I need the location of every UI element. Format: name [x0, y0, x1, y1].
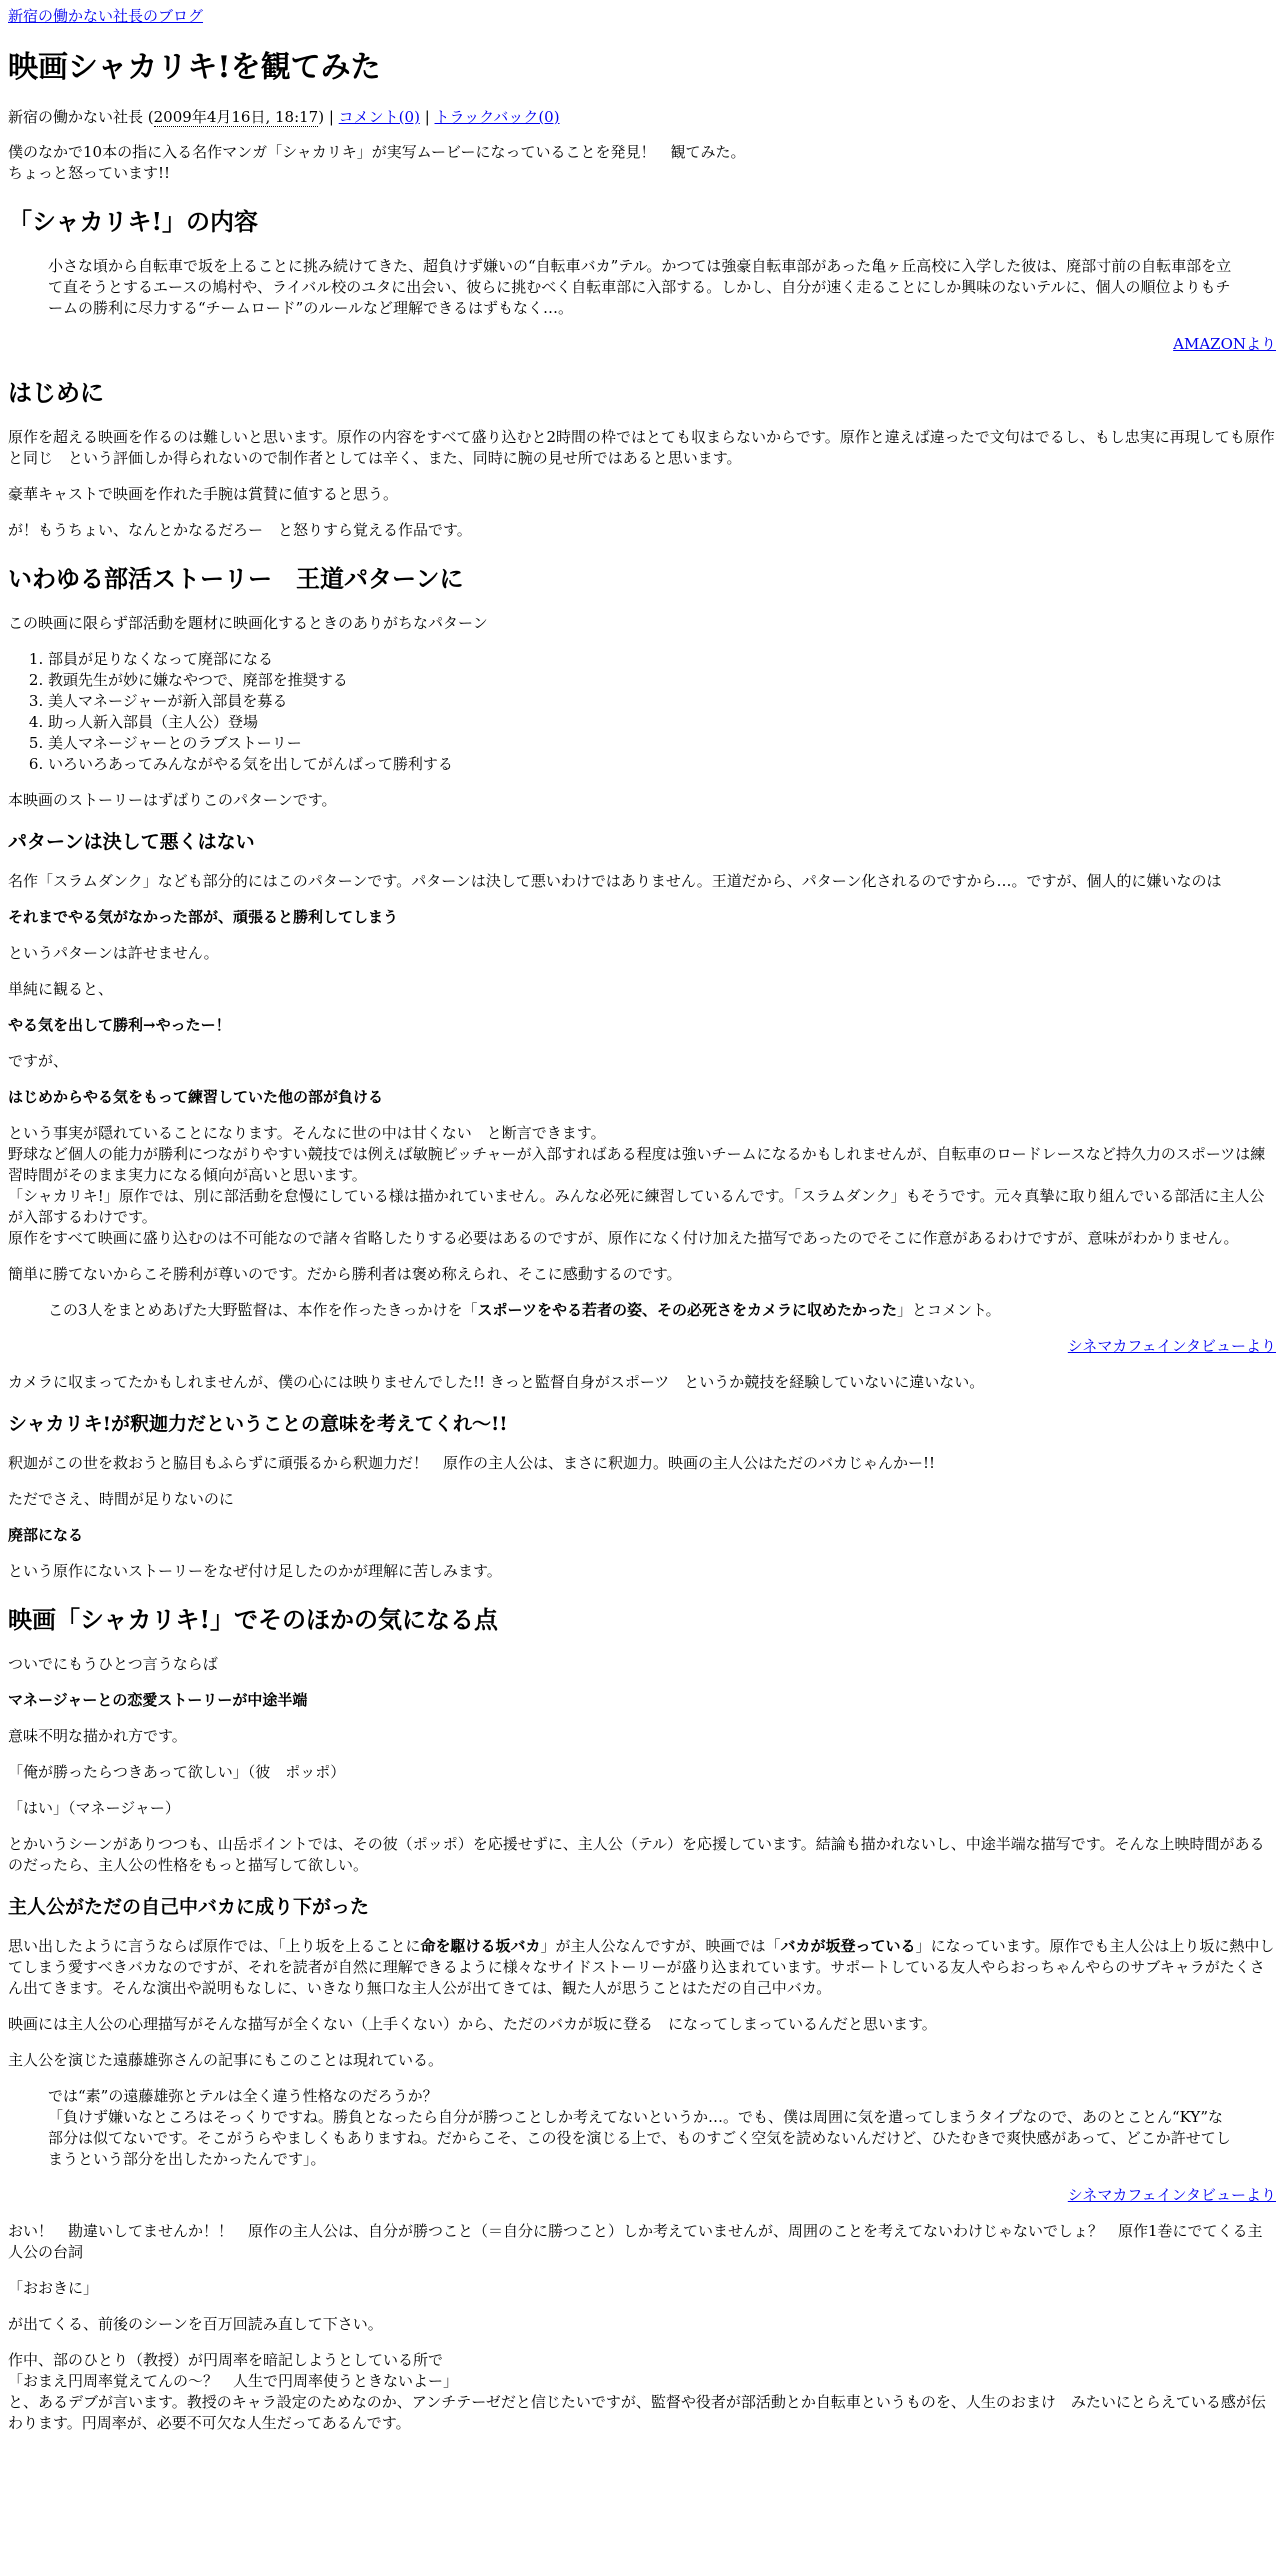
post-author: 新宿の働かない社長 — [8, 108, 144, 126]
subheading-selfish: 主人公がただの自己中バカに成り下がった — [8, 1896, 370, 1918]
paragraph: 原作を超える映画を作るのは難しいと思います。原作の内容をすべて盛り込むと2時間の枠ではとても収まらないからです。原作と違えば違ったで文句はでるし、もし忠実に再現しても原作と同じ という評価しか得られないので制作者としては辛く、また、同時に腕の見せ所ではあると思います。 — [8, 428, 1275, 467]
paragraph-multiline — [8, 2350, 1276, 2434]
paragraph: 名作「スラムダンク」なども部分的にはこのパターンです。パターンは決して悪いわけではありません。王道だから、パターン化されるのですから…。ですが、個人的に嫌いなのは — [8, 872, 1222, 890]
post-meta: 新宿の働かない社長 (2009年4月16日, 18:17) | コメント(0) | トラックバック(0) — [8, 108, 560, 126]
section-heading-intro: はじめに — [8, 378, 104, 407]
paragraph: という原作にないストーリーをなぜ付け足したのかが理解に苦しみます。 — [8, 1562, 502, 1580]
quote-text: この3人をまとめあげた大野監督は、本作を作ったきっかけを「 — [48, 1301, 478, 1319]
paragraph: 主人公を演じた遠藤雄弥さんの記事にもこのことは現れている。 — [8, 2051, 444, 2069]
paragraph: ただでさえ、時間が足りないのに — [8, 1490, 234, 1508]
cinemacafe-source-link[interactable]: シネマカフェインタビューより — [1067, 1337, 1276, 1355]
paragraph — [8, 1936, 1276, 1999]
amazon-source — [8, 334, 1276, 355]
section-heading-other: 映画「シャカリキ!」でそのほかの気になる点 — [8, 1605, 499, 1634]
text-run: 」になっています。原作でも主人公は上り坂に熱中してしまう愛すべきバカなのですが、それを読者が自然に理解できるように様々なサイドストーリーが盛り込まれています。サポートしている友人やらおっちゃんやらのサブキャラがたくさん出てきます。そんな演出や説明もなしに、いきなり無口な主人公が出てきては、観た人が思うことはただの自己中バカ。 — [8, 1937, 1275, 1997]
comments-link[interactable]: コメント(0) — [338, 108, 420, 126]
emphasis-line — [8, 1087, 1276, 1108]
emphasis-text: はじめからやる気をもって練習していた他の部が負ける — [8, 1088, 384, 1106]
section-heading-content: 「シャカリキ!」の内容 — [8, 207, 259, 236]
emphasis-text: マネージャーとの恋愛ストーリーが中途半端 — [8, 1691, 308, 1709]
paragraph-multiline — [8, 1123, 1276, 1249]
post-date: 2009年4月16日, 18:17 — [153, 108, 319, 126]
cinemacafe-source-link-2[interactable]: シネマカフェインタビューより — [1067, 2186, 1276, 2204]
pattern-list — [8, 649, 1276, 775]
blog-title-link[interactable]: 新宿の働かない社長のブログ — [8, 7, 204, 25]
emphasis-text: やる気を出して勝利→やったー！ — [8, 1016, 231, 1034]
list-item: 1. 部員が足りなくなって廃部になる — [48, 649, 1276, 670]
cinemacafe-source-2 — [8, 2185, 1276, 2206]
paragraph: ついでにもうひとつ言うならば — [8, 1655, 218, 1673]
paragraph: カメラに収まってたかもしれませんが、僕の心には映りませんでした!! きっと監督自身がスポーツ というか競技を経験していないに違いない。 — [8, 1373, 985, 1391]
post-intro — [8, 142, 1276, 184]
paragraph: 「はい」（マネージャー） — [8, 1799, 180, 1817]
intro-line: ちょっと怒っています!! — [8, 164, 171, 182]
text-run: 」が主人公なんですが、映画では「 — [540, 1937, 781, 1955]
list-item: 3. 美人マネージャーが新入部員を募る — [48, 691, 1276, 712]
paragraph: 単純に観ると、 — [8, 980, 114, 998]
text-line: 野球など個人の能力が勝利につながりやすい競技では例えば敏腕ピッチャーが入部すればある程度は強いチームになるかもしれませんが、自転車のロードレースなど持久力のスポーツは練習時間がそのまま実力になる傾向が高いと思います。 — [8, 1145, 1266, 1184]
quote-line: 「負けず嫌いなところはそっくりですね。勝負となったら自分が勝つことしか考えてないというか…。でも、僕は周囲に気を遣ってしまうタイプなので、あのとことん“KY”な部分は似てないです。そこがうらやましくもありますね。だからこそ、この役を演じる上で、ものすごく空気を読めないんだけど、ひたむきで爽快感があって、どこか許せてしまうという部分を出したかったんです」。 — [48, 2108, 1231, 2168]
actor-quote — [48, 2086, 1236, 2170]
section-heading-pattern: いわゆる部活ストーリー 王道パターンに — [8, 564, 464, 593]
list-item: 4. 助っ人新入部員（主人公）登場 — [48, 712, 1276, 733]
quote-emphasis: スポーツをやる若者の姿、その必死さをカメラに収めたかった — [477, 1301, 897, 1319]
synopsis-quote: 小さな頃から自転車で坂を上ることに挑み続けてきた、超負けず嫌いの“自転車バカ”テル。かつては強豪自転車部があった亀ヶ丘高校に入学した彼は、廃部寸前の自転車部を立て直そうとするエースの鳩村や、ライバル校のユタに出会い、彼らに挑むべく自転車部に入部する。しかし、自分が速く走ることにしか興味のないテルに、個人の順位よりもチームの勝利に尽力する“チームロード”のルールなど理解できるはずもなく…。 — [48, 257, 1232, 317]
quote-line: では“素”の遠藤雄弥とテルは全く違う性格なのだろうか？ — [48, 2087, 438, 2105]
paragraph: というパターンは許せません。 — [8, 944, 219, 962]
text-line: 作中、部のひとり（教授）が円周率を暗記しようとしている所で — [8, 2351, 444, 2369]
paragraph: 「俺が勝ったらつきあって欲しい」（彼 ポッポ） — [8, 1763, 346, 1781]
emphasis-text: 廃部になる — [8, 1526, 84, 1544]
post-title: 映画シャカリキ!を観てみた — [8, 50, 381, 85]
quote-text: 」とコメント。 — [896, 1301, 1001, 1319]
subheading-not-bad: パターンは決して悪くはない — [8, 831, 255, 853]
director-quote — [48, 1300, 1236, 1321]
emphasis-text: それまでやる気がなかった部が、頑張ると勝利してしまう — [8, 908, 399, 926]
paragraph: が！もうちょい、なんとかなるだろー と怒りすら覚える作品です。 — [8, 521, 472, 539]
emphasis-line — [8, 1525, 1276, 1546]
emphasis-text: バカが坂登っている — [780, 1937, 916, 1955]
emphasis-text: 命を駆ける坂バカ — [420, 1937, 541, 1955]
list-item: 2. 教頭先生が妙に嫌なやつで、廃部を推奨する — [48, 670, 1276, 691]
blog-header — [8, 6, 1276, 27]
cinemacafe-source — [8, 1336, 1276, 1357]
text-line: と、あるデブが言います。教授のキャラ設定のためなのか、アンチテーゼだと信じたいですが、監督や役者が部活動とか自転車というものを、人生のおまけ みたいにとらえている感が伝わります。円周率が、必要不可欠な人生だってあるんです。 — [8, 2393, 1266, 2432]
paragraph: 「おおきに」 — [8, 2279, 99, 2297]
subheading-shakariki: シャカリキ!が釈迦力だということの意味を考えてくれ〜!! — [8, 1413, 508, 1435]
paragraph: ですが、 — [8, 1052, 69, 1070]
paragraph: とかいうシーンがありつつも、山岳ポイントでは、その彼（ポッポ）を応援せずに、主人公（テル）を応援しています。結論も描かれないし、中途半端な描写です。そんな上映時間があるのだったら、主人公の性格をもっと描写して欲しい。 — [8, 1835, 1265, 1874]
paragraph: 簡単に勝てないからこそ勝利が尊いのです。だから勝利者は褒め称えられ、そこに感動するのです。 — [8, 1265, 682, 1283]
paragraph: 豪華キャストで映画を作れた手腕は賞賛に値すると思う。 — [8, 485, 399, 503]
list-item: 6. いろいろあってみんながやる気を出してがんばって勝利する — [48, 754, 1276, 775]
text-line: 「おまえ円周率覚えてんの〜？ 人生で円周率使うときないよー」 — [8, 2372, 459, 2390]
paragraph: 釈迦がこの世を救おうと脇目もふらずに頑張るから釈迦力だ！ 原作の主人公は、まさに釈迦力。映画の主人公はただのバカじゃんかー!! — [8, 1454, 936, 1472]
amazon-source-link[interactable]: AMAZONより — [1173, 335, 1276, 353]
paragraph: 映画には主人公の心理描写がそんな描写が全くない（上手くない）から、ただのバカが坂に登る になってしまっているんだと思います。 — [8, 2015, 937, 2033]
list-item: 5. 美人マネージャーとのラブストーリー — [48, 733, 1276, 754]
text-run: 思い出したように言うならば原作では、「上り坂を上ることに — [8, 1937, 421, 1955]
trackbacks-link[interactable]: トラックバック(0) — [434, 108, 560, 126]
paragraph: 意味不明な描かれ方です。 — [8, 1727, 187, 1745]
emphasis-line — [8, 1690, 1276, 1711]
paragraph: この映画に限らず部活動を題材に映画化するときのありがちなパターン — [8, 614, 488, 632]
intro-line: 僕のなかで10本の指に入る名作マンガ「シャカリキ」が実写ムービーになっていることを発見！ 観てみた。 — [8, 143, 746, 161]
emphasis-line — [8, 1015, 1276, 1036]
paragraph: 本映画のストーリーはずばりこのパターンです。 — [8, 791, 337, 809]
text-line: 「シャカリキ!」原作では、別に部活動を怠慢にしている様は描かれていません。みんな必死に練習しているんです。「スラムダンク」もそうです。元々真摯に取り組んでいる部活に主人公が入部するわけです。 — [8, 1187, 1265, 1226]
text-line: 原作をすべて映画に盛り込むのは不可能なので諸々省略したりする必要はあるのですが、原作になく付け加えた描写であったのでそこに作意があるわけですが、意味がわかりません。 — [8, 1229, 1239, 1247]
paragraph: が出てくる、前後のシーンを百万回読み直して下さい。 — [8, 2315, 383, 2333]
text-line: という事実が隠れていることになります。そんなに世の中は甘くない と断言できます。 — [8, 1124, 606, 1142]
paragraph: おい！ 勘違いしてませんか！！ 原作の主人公は、自分が勝つこと（＝自分に勝つこと）しか考えていませんが、周囲のことを考えてないわけじゃないでしょ？ 原作1巻にでてくる主人公の台詞 — [8, 2222, 1263, 2261]
emphasis-line — [8, 907, 1276, 928]
